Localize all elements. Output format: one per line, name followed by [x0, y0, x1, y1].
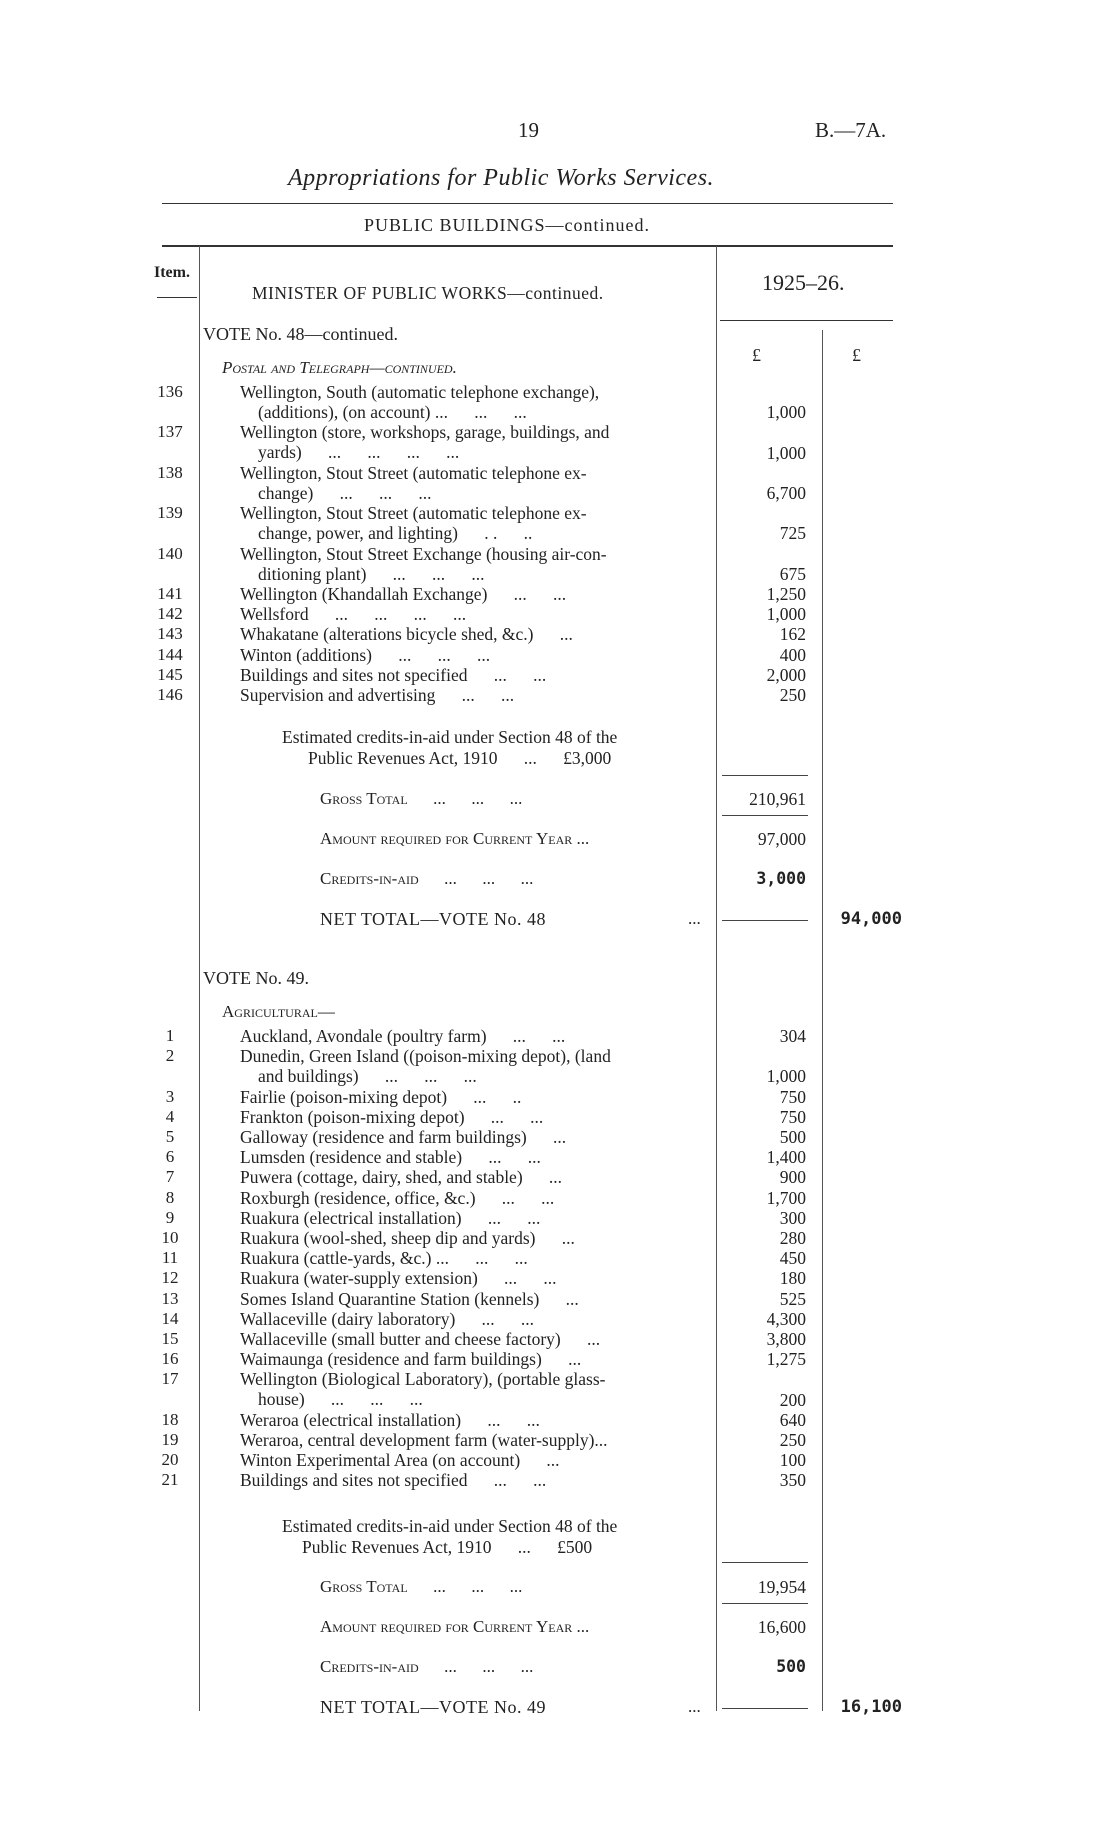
vote-49-credits-note-line2: Public Revenues Act, 1910 ... £500 [302, 1537, 593, 1557]
vote-48-amount-rule [722, 815, 808, 816]
item-number: 11 [161, 1248, 179, 1268]
item-description [240, 1046, 710, 1086]
item-description-line: Wellington, Stout Street (automatic telephone ex- [240, 503, 587, 524]
item-description [240, 1410, 710, 1430]
item-description-line: Ruakura (cattle-yards, &c.) ... ... ... [240, 1248, 528, 1269]
vote-49-net-value: 16,100 [840, 1697, 902, 1717]
item-description-line: Fairlie (poison-mixing depot) ... .. [240, 1086, 522, 1107]
item-description [240, 1026, 710, 1046]
vote-48-net-rule [722, 920, 808, 921]
item-description [240, 1167, 710, 1187]
item-number: 143 [157, 624, 183, 644]
item-number: 144 [157, 644, 183, 664]
item-description [240, 1127, 710, 1147]
item-amount: 200 [779, 1389, 806, 1410]
item-number: 6 [165, 1147, 175, 1167]
vote-48-gross-rule [722, 775, 808, 776]
item-number: 20 [161, 1450, 179, 1470]
item-column-divider [199, 246, 200, 1711]
currency-column-1: £ [752, 345, 761, 365]
item-number: 3 [165, 1086, 175, 1106]
item-description-line: Weraroa, central development farm (water-supply)... [240, 1430, 608, 1450]
item-number: 14 [161, 1308, 179, 1328]
item-number: 142 [157, 604, 183, 624]
item-number: 4 [165, 1106, 175, 1126]
item-amount: 350 [779, 1470, 806, 1491]
item-amount: 1,400 [766, 1147, 806, 1168]
item-number: 12 [161, 1268, 179, 1288]
item-amount: 300 [779, 1207, 806, 1228]
item-description-line: house) ... ... ... [258, 1389, 423, 1410]
item-description [240, 382, 710, 422]
item-description [240, 1228, 710, 1248]
amount-column-divider [822, 330, 823, 1711]
item-amount: 450 [779, 1248, 806, 1269]
title-rule [162, 203, 893, 204]
item-number: 18 [161, 1409, 179, 1429]
item-description [240, 1349, 710, 1369]
item-number: 1 [165, 1026, 175, 1045]
item-number: 141 [157, 584, 183, 603]
item-description [240, 665, 710, 685]
item-description [240, 544, 710, 584]
item-description [240, 1087, 710, 1107]
vote-48-gross-value: 210,961 [749, 789, 806, 809]
vote-48-net-value: 94,000 [840, 909, 902, 929]
vote-48-credits-value: 3,000 [756, 869, 806, 888]
vote-49-heading: VOTE No. 49. [203, 968, 309, 988]
item-number: 9 [165, 1207, 175, 1227]
item-amount: 675 [779, 563, 806, 584]
header-rule [162, 245, 893, 247]
vote-48-amount-label: Amount required for Current Year ... [320, 829, 590, 848]
item-description-line: Wellington, South (automatic telephone exchange), [240, 382, 600, 402]
vote-49-amount-rule [722, 1603, 808, 1604]
item-amount: 4,300 [766, 1308, 806, 1329]
item-amount: 1,700 [766, 1187, 806, 1208]
item-number: 7 [165, 1167, 175, 1187]
item-description-line: Waimaunga (residence and farm buildings) ... [240, 1349, 582, 1370]
item-description [240, 1289, 710, 1309]
item-amount: 250 [779, 1430, 806, 1450]
item-amount: 2,000 [766, 664, 806, 685]
item-description-line: Auckland, Avondale (poultry farm) ... ... [240, 1026, 566, 1046]
item-amount: 1,000 [766, 1066, 806, 1087]
item-amount: 1,000 [766, 442, 806, 463]
item-number: 8 [165, 1187, 175, 1207]
item-description-line: Wellington, Stout Street (automatic telephone ex- [240, 462, 587, 483]
item-number: 16 [161, 1349, 179, 1369]
item-description-line: ditioning plant) ... ... ... [258, 563, 485, 584]
item-number: 13 [161, 1288, 179, 1308]
item-amount: 525 [779, 1288, 806, 1309]
item-description [240, 685, 710, 705]
item-amount: 180 [779, 1268, 806, 1289]
vote-49-credits-note-line1: Estimated credits-in-aid under Section 48 of the [282, 1516, 618, 1536]
vote-49-amount-label: Amount required for Current Year ... [320, 1617, 590, 1636]
item-amount: 162 [779, 624, 806, 645]
page-number: 19 [518, 118, 539, 142]
vote-48-amount-value: 97,000 [757, 829, 806, 849]
item-description-line: Dunedin, Green Island ((poison-mixing depot), (land [240, 1046, 611, 1067]
item-number: 136 [157, 382, 183, 401]
item-description-line: Whakatane (alterations bicycle shed, &c.) ... [240, 624, 573, 645]
item-amount: 1,275 [766, 1349, 806, 1370]
item-amount: 750 [779, 1086, 806, 1107]
item-description-line: Wellington (Biological Laboratory), (portable glass- [240, 1369, 606, 1390]
currency-column-2: £ [852, 345, 861, 365]
minister-heading: MINISTER OF PUBLIC WORKS—continued. [252, 283, 604, 303]
vote-49-amount-value: 16,600 [757, 1617, 806, 1637]
item-description-line: Wellsford ... ... ... ... [240, 604, 467, 625]
item-amount: 640 [779, 1409, 806, 1430]
year-rule [720, 320, 893, 321]
description-column-divider [716, 246, 717, 1711]
item-number: 17 [161, 1369, 179, 1389]
item-description [240, 503, 710, 543]
vote-48-credits-note-line2: Public Revenues Act, 1910 ... £3,000 [308, 748, 612, 768]
item-amount: 725 [779, 523, 806, 544]
item-description-line: Galloway (residence and farm buildings) ... [240, 1127, 567, 1147]
vote-49-net-label: NET TOTAL—VOTE No. 49 [320, 1697, 547, 1717]
item-description [240, 1147, 710, 1167]
vote-49-subheading: Agricultural— [222, 1002, 335, 1021]
item-description [240, 624, 710, 644]
vote-49-net-dots: ... [688, 1697, 701, 1716]
item-number: 137 [157, 422, 183, 442]
item-amount: 900 [779, 1167, 806, 1188]
item-description-line: change) ... ... ... [258, 482, 432, 503]
item-description-line: Wallaceville (dairy laboratory) ... ... [240, 1308, 535, 1329]
item-number: 145 [157, 664, 183, 684]
item-description-line: (additions), (on account) ... ... ... [258, 402, 527, 422]
item-description [240, 1248, 710, 1268]
item-description-line: Ruakura (electrical installation) ... ... [240, 1207, 541, 1228]
item-description-line: Weraroa (electrical installation) ... ... [240, 1409, 540, 1430]
item-number: 10 [161, 1228, 179, 1247]
item-amount: 250 [779, 685, 806, 705]
item-amount: 400 [779, 644, 806, 665]
vote-49-gross-rule [722, 1562, 808, 1563]
document-reference: B.—7A. [815, 118, 887, 142]
page-title: Appropriations for Public Works Services. [288, 165, 715, 191]
item-description-line: Wellington, Stout Street Exchange (housing air-con- [240, 543, 607, 564]
item-description-line: Frankton (poison-mixing depot) ... ... [240, 1106, 544, 1127]
item-amount: 500 [779, 1127, 806, 1147]
item-description-line: Wellington (store, workshops, garage, buildings, and [240, 422, 610, 443]
item-number: 19 [161, 1430, 179, 1449]
item-number: 146 [157, 685, 183, 704]
item-number: 5 [165, 1127, 175, 1146]
item-description [240, 463, 710, 503]
item-number: 2 [165, 1046, 175, 1066]
item-description [240, 1188, 710, 1208]
item-description-line: Lumsden (residence and stable) ... ... [240, 1147, 541, 1168]
vote-48-credits-label: Credits-in-aid ... ... ... [320, 869, 534, 888]
item-description [240, 604, 710, 624]
item-number: 15 [161, 1329, 179, 1348]
item-description [240, 584, 710, 604]
item-description [240, 1208, 710, 1228]
item-number: 138 [157, 462, 183, 482]
item-amount: 280 [779, 1228, 806, 1248]
vote-49-net-rule [722, 1708, 808, 1709]
item-description [240, 1268, 710, 1288]
vote-48-credits-note-line1: Estimated credits-in-aid under Section 48 of the [282, 727, 618, 747]
item-description-line: Wallaceville (small butter and cheese factory) ... [240, 1329, 601, 1349]
item-amount: 1,000 [766, 604, 806, 625]
item-description-line: Winton (additions) ... ... ... [240, 644, 491, 665]
item-description-line: Buildings and sites not specified ... ... [240, 1470, 547, 1491]
item-description [240, 1369, 710, 1409]
vote-49-credits-value: 500 [776, 1657, 806, 1676]
item-amount: 100 [779, 1450, 806, 1471]
item-amount: 3,800 [766, 1329, 806, 1349]
item-description-line: and buildings) ... ... ... [258, 1066, 477, 1087]
item-description [240, 1450, 710, 1470]
item-description [240, 1430, 710, 1450]
vote-48-subheading: Postal and Telegraph—continued. [222, 358, 457, 377]
vote-48-net-dots: ... [688, 909, 701, 928]
year-heading: 1925–26. [762, 270, 845, 295]
item-amount: 304 [779, 1026, 806, 1046]
item-number: 21 [161, 1470, 179, 1490]
vote-49-credits-label: Credits-in-aid ... ... ... [320, 1657, 534, 1676]
item-number: 140 [157, 543, 183, 563]
item-description [240, 1470, 710, 1490]
item-amount: 1,250 [766, 584, 806, 604]
item-description-line: Puwera (cottage, dairy, shed, and stable) ... [240, 1167, 563, 1188]
item-description-line: Ruakura (water-supply extension) ... ... [240, 1268, 557, 1289]
item-description [240, 1107, 710, 1127]
item-description [240, 1309, 710, 1329]
item-description-line: Somes Island Quarantine Station (kennels) ... [240, 1288, 579, 1309]
item-amount: 750 [779, 1106, 806, 1127]
item-description-line: Roxburgh (residence, office, &c.) ... ... [240, 1187, 555, 1208]
vote-48-heading: VOTE No. 48—continued. [203, 324, 398, 344]
item-column-label: Item. [154, 264, 190, 281]
item-description-line: Winton Experimental Area (on account) ... [240, 1450, 560, 1471]
item-description-line: Buildings and sites not specified ... ... [240, 664, 547, 685]
item-description [240, 645, 710, 665]
item-amount: 6,700 [766, 483, 806, 503]
item-number: 139 [157, 503, 183, 523]
item-label-rule [157, 297, 197, 298]
item-description-line: yards) ... ... ... ... [258, 442, 460, 463]
section-subtitle: PUBLIC BUILDINGS—continued. [364, 215, 650, 235]
vote-49-gross-label: Gross Total ... ... ... [320, 1577, 523, 1596]
vote-48-gross-label: Gross Total ... ... ... [320, 789, 523, 808]
item-description-line: Ruakura (wool-shed, sheep dip and yards) ... [240, 1228, 575, 1248]
item-description-line: Supervision and advertising ... ... [240, 685, 515, 705]
item-description [240, 1329, 710, 1349]
vote-48-net-label: NET TOTAL—VOTE No. 48 [320, 909, 547, 929]
vote-49-gross-value: 19,954 [757, 1577, 806, 1597]
item-description [240, 422, 710, 462]
item-description-line: change, power, and lighting) . . .. [258, 523, 533, 544]
item-description-line: Wellington (Khandallah Exchange) ... ... [240, 584, 567, 604]
item-amount: 1,000 [766, 402, 806, 423]
